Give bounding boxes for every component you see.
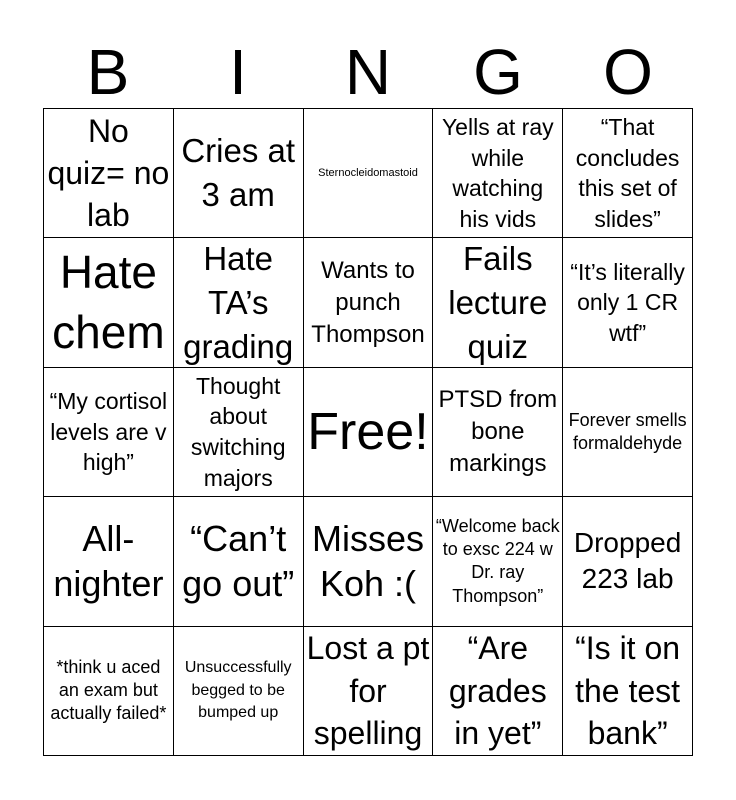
cell-text: No quiz= no lab bbox=[47, 112, 170, 234]
bingo-cell[interactable] bbox=[174, 238, 304, 367]
bingo-board bbox=[43, 108, 693, 756]
bingo-cell[interactable] bbox=[563, 109, 693, 238]
cell-text: Sternocleidomastoid bbox=[318, 167, 418, 180]
cell-text: Lost a pt for spelling bbox=[306, 630, 430, 751]
header-letter-g: G bbox=[473, 36, 523, 108]
cell-text: PTSD from bone markings bbox=[438, 386, 558, 477]
free-space[interactable] bbox=[304, 368, 434, 497]
bingo-cell[interactable] bbox=[563, 238, 693, 367]
cell-text: “It’s literally only 1 CR wtf” bbox=[570, 258, 685, 346]
cell-text: Misses Koh :( bbox=[311, 518, 424, 605]
bingo-cell[interactable] bbox=[304, 627, 434, 756]
cell-text: Fails lecture quiz bbox=[448, 239, 548, 365]
bingo-cell[interactable] bbox=[44, 627, 174, 756]
bingo-cell[interactable] bbox=[563, 497, 693, 626]
cell-text: Cries at 3 am bbox=[181, 132, 296, 214]
cell-text: Hate TA’s grading bbox=[183, 239, 294, 365]
cell-text: Forever smells formaldehyde bbox=[568, 409, 687, 453]
bingo-cell[interactable] bbox=[304, 497, 434, 626]
cell-text: Yells at ray while watching his vids bbox=[441, 114, 554, 232]
cell-text: “Can’t go out” bbox=[182, 518, 295, 605]
bingo-header bbox=[43, 36, 693, 108]
header-letter-n: N bbox=[344, 36, 392, 108]
cell-text: *think u aced an exam but actually failed* bbox=[50, 656, 167, 724]
bingo-cell[interactable] bbox=[433, 497, 563, 626]
bingo-cell[interactable] bbox=[44, 368, 174, 497]
free-space-label: Free! bbox=[307, 402, 429, 461]
header-letter-i: I bbox=[229, 36, 247, 108]
bingo-cell[interactable] bbox=[174, 368, 304, 497]
cell-text: “Welcome back to exsc 224 w Dr. ray Thompson” bbox=[435, 515, 560, 606]
bingo-cell[interactable] bbox=[174, 627, 304, 756]
bingo-cell[interactable] bbox=[433, 627, 563, 756]
bingo-cell[interactable] bbox=[433, 109, 563, 238]
cell-text: Hate chem bbox=[52, 245, 165, 358]
bingo-cell[interactable] bbox=[44, 238, 174, 367]
cell-text: “Are grades in yet” bbox=[448, 630, 547, 751]
cell-text: “My cortisol levels are v high” bbox=[49, 388, 168, 476]
bingo-cell[interactable] bbox=[563, 368, 693, 497]
cell-text: “Is it on the test bank” bbox=[575, 630, 681, 751]
bingo-cell[interactable] bbox=[304, 109, 434, 238]
bingo-cell[interactable] bbox=[174, 109, 304, 238]
cell-text: All-nighter bbox=[53, 518, 164, 605]
bingo-cell[interactable] bbox=[44, 109, 174, 238]
bingo-cell[interactable] bbox=[433, 238, 563, 367]
cell-text: Unsuccessfully begged to be bumped up bbox=[184, 659, 292, 721]
bingo-cell[interactable] bbox=[44, 497, 174, 626]
cell-text: Thought about switching majors bbox=[190, 372, 286, 491]
bingo-cell[interactable] bbox=[433, 368, 563, 497]
header-letter-o: O bbox=[603, 36, 653, 108]
bingo-cell[interactable] bbox=[174, 497, 304, 626]
cell-text: “That concludes this set of slides” bbox=[575, 114, 680, 232]
cell-text: Wants to punch Thompson bbox=[311, 256, 425, 348]
header-letter-b: B bbox=[86, 36, 130, 108]
cell-text: Dropped 223 lab bbox=[573, 527, 682, 595]
bingo-cell[interactable] bbox=[304, 238, 434, 367]
bingo-cell[interactable] bbox=[563, 627, 693, 756]
